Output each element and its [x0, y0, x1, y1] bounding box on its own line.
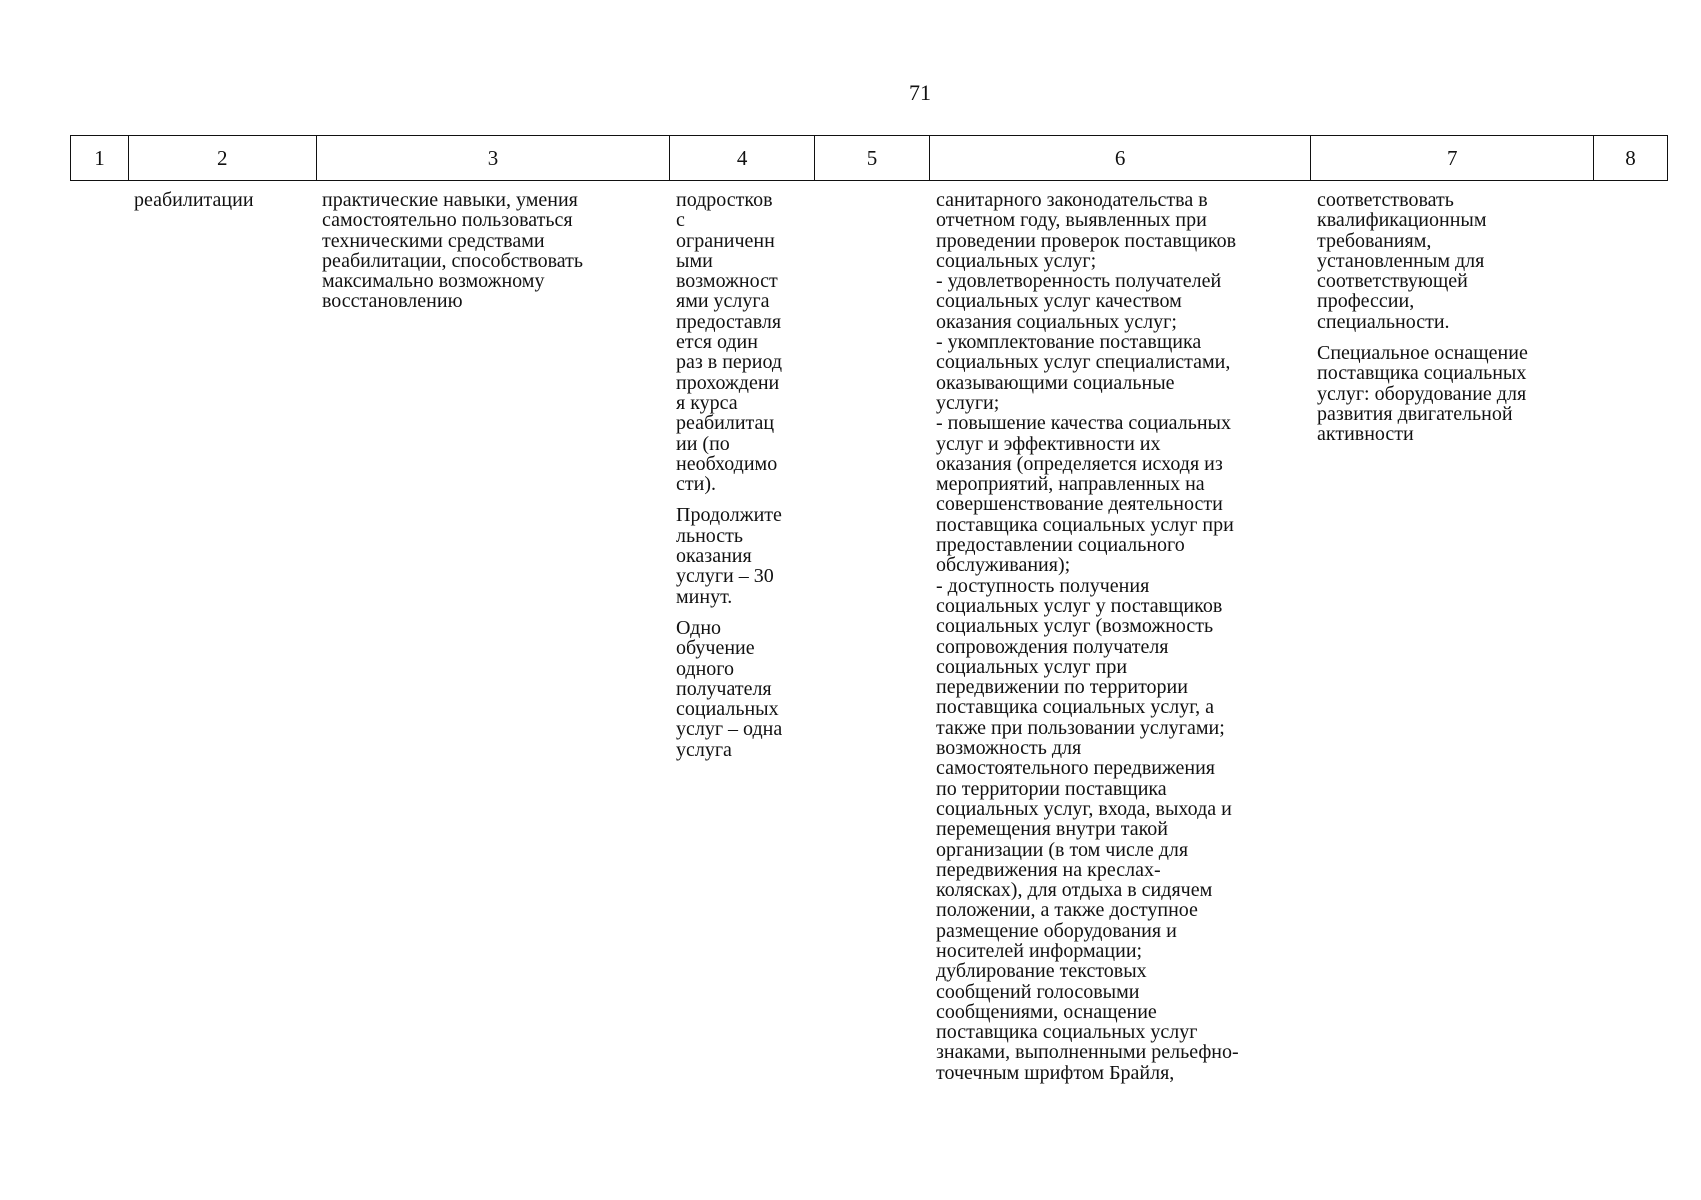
- text-line: проведении проверок поставщиков: [936, 229, 1237, 252]
- text-line: соответствующей: [1317, 270, 1468, 293]
- header-cell-5: 5: [815, 136, 930, 180]
- cell-col-4-paragraph-3: [676, 618, 816, 760]
- text-line: санитарного законодательства в: [936, 189, 1208, 211]
- text-line: положении, а также доступное: [936, 899, 1198, 922]
- text-line: раз в период: [676, 351, 783, 374]
- text-line: социальных услуг, входа, выхода и: [936, 797, 1232, 820]
- text-line: перемещения внутри такой: [936, 818, 1168, 841]
- header-cell-1: 1: [71, 136, 129, 180]
- text-line: социальных услуг у поставщиков: [936, 594, 1223, 617]
- text-line: максимально возможному: [322, 270, 545, 293]
- text-line: практические навыки, умения: [322, 189, 578, 211]
- text-line: - доступность получения: [936, 574, 1150, 597]
- text-line: развития двигательной: [1317, 402, 1513, 425]
- header-cell-6: 6: [930, 136, 1312, 180]
- text-line: оказания: [676, 545, 752, 568]
- header-cell-3: 3: [317, 136, 671, 180]
- cell-col-7: [1317, 190, 1592, 456]
- text-line: самостоятельного передвижения: [936, 757, 1216, 780]
- text-line: установленным для: [1317, 249, 1485, 272]
- text-line: социальных услуг специалистами,: [936, 351, 1231, 374]
- text-line: знаками, выполненными рельефно-: [936, 1041, 1239, 1064]
- text-line: поставщика социальных услуг, а: [936, 696, 1215, 719]
- cell-col-7-paragraph-2: [1317, 343, 1592, 444]
- text-line: восстановлению: [322, 290, 463, 313]
- text-line: поставщика социальных услуг: [936, 1021, 1198, 1044]
- text-line: социальных услуг (возможность: [936, 615, 1214, 638]
- table-header-row: [70, 135, 1668, 181]
- text-line: профессии,: [1317, 290, 1415, 313]
- text-line: услуги;: [936, 391, 1000, 414]
- text-line: организации (в том числе для: [936, 838, 1189, 861]
- text-line: ется один: [676, 331, 758, 354]
- cell-col-6: [936, 190, 1314, 1094]
- cell-col-3-text: [322, 190, 667, 312]
- text-line: реабилитац: [676, 412, 775, 435]
- text-line: сообщениями, оснащение: [936, 1000, 1157, 1023]
- cell-col-4-paragraph-2: [676, 505, 816, 606]
- text-line: дублирование текстовых: [936, 960, 1147, 983]
- text-line: обучение: [676, 637, 755, 660]
- text-line: сообщений голосовыми: [936, 980, 1140, 1003]
- cell-col-2-text: [134, 190, 314, 210]
- text-line: реабилитации: [134, 189, 254, 211]
- text-line: предоставлении социального: [936, 534, 1185, 557]
- text-line: оказывающими социальные: [936, 371, 1175, 394]
- text-line: квалификационным: [1317, 209, 1487, 232]
- text-line: социальных: [676, 698, 779, 721]
- text-line: получателя: [676, 677, 772, 700]
- text-line: сопровождения получателя: [936, 635, 1169, 658]
- text-line: услуг и эффективности их: [936, 432, 1161, 455]
- cell-col-4-paragraph-1: [676, 190, 816, 494]
- text-line: ями услуга: [676, 290, 770, 313]
- text-line: социальных услуг;: [936, 249, 1097, 272]
- text-line: необходимо: [676, 452, 778, 475]
- text-line: услуг – одна: [676, 718, 783, 741]
- text-line: предоставля: [676, 310, 782, 333]
- text-line: с: [676, 209, 685, 232]
- text-line: мероприятий, направленных на: [936, 473, 1205, 496]
- cell-col-3: [322, 190, 667, 323]
- text-line: - повышение качества социальных: [936, 412, 1231, 435]
- text-line: специальности.: [1317, 310, 1450, 333]
- text-line: услуг: оборудование для: [1317, 382, 1527, 405]
- text-line: поставщика социальных: [1317, 362, 1527, 385]
- text-line: социальных услуг качеством: [936, 290, 1182, 313]
- text-line: обслуживания);: [936, 554, 1071, 577]
- text-line: передвижении по территории: [936, 676, 1188, 699]
- text-line: оказания социальных услуг;: [936, 310, 1177, 333]
- header-cell-4: 4: [670, 136, 815, 180]
- text-line: по территории поставщика: [936, 777, 1167, 800]
- cell-col-4: [676, 190, 816, 771]
- text-line: услуга: [676, 738, 732, 761]
- text-line: техническими средствами: [322, 229, 545, 252]
- text-line: услуги – 30: [676, 565, 774, 588]
- text-line: передвижения на креслах-: [936, 858, 1161, 881]
- text-line: носителей информации;: [936, 939, 1143, 962]
- text-line: возможност: [676, 270, 778, 293]
- text-line: также при пользовании услугами;: [936, 716, 1225, 739]
- text-line: ограниченн: [676, 229, 775, 252]
- text-line: социальных услуг при: [936, 655, 1128, 678]
- text-line: возможность для: [936, 737, 1082, 760]
- text-line: Специальное оснащение: [1317, 342, 1528, 365]
- text-line: размещение оборудования и: [936, 919, 1177, 942]
- text-line: - укомплектование поставщика: [936, 331, 1202, 354]
- text-line: оказания (определяется исходя из: [936, 452, 1223, 475]
- text-line: Продолжите: [676, 504, 782, 527]
- text-line: ыми: [676, 249, 713, 272]
- text-line: сти).: [676, 473, 716, 496]
- header-cell-8: 8: [1625, 145, 1636, 170]
- text-line: подростков: [676, 189, 773, 211]
- text-line: Одно: [676, 616, 722, 639]
- text-line: требованиям,: [1317, 229, 1432, 252]
- header-cell-7: 7: [1311, 136, 1594, 180]
- text-line: поставщика социальных услуг при: [936, 513, 1234, 536]
- text-line: реабилитации, способствовать: [322, 249, 583, 272]
- text-line: льность: [676, 524, 744, 547]
- text-line: соответствовать: [1317, 189, 1454, 211]
- page-number: 71: [909, 80, 931, 105]
- cell-col-7-paragraph-1: [1317, 190, 1592, 332]
- cell-col-6-text: [936, 190, 1314, 1083]
- text-line: минут.: [676, 585, 733, 608]
- text-line: точечным шрифтом Брайля,: [936, 1061, 1175, 1084]
- text-line: совершенствование деятельности: [936, 493, 1223, 516]
- text-line: ии (по: [676, 432, 730, 455]
- text-line: я курса: [676, 391, 738, 414]
- text-line: самостоятельно пользоваться: [322, 209, 573, 232]
- text-line: - удовлетворенность получателей: [936, 270, 1222, 293]
- text-line: колясках), для отдыха в сидячем: [936, 879, 1213, 902]
- text-line: активности: [1317, 423, 1414, 446]
- text-line: одного: [676, 657, 735, 680]
- cell-col-2: [134, 190, 314, 221]
- text-line: отчетном году, выявленных при: [936, 209, 1207, 232]
- text-line: прохождени: [676, 371, 780, 394]
- header-cell-2: 2: [129, 136, 317, 180]
